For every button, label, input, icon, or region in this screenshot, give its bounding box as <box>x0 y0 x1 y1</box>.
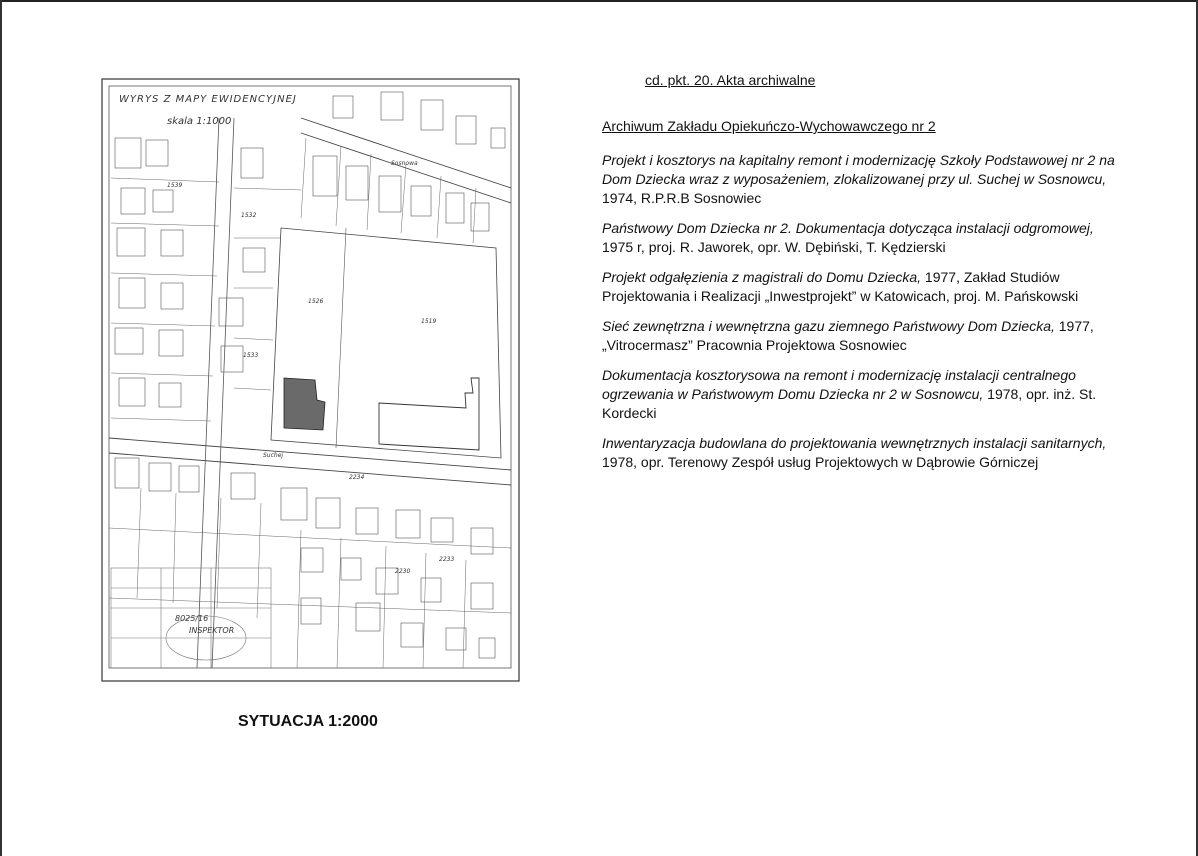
archive-entry <box>602 219 1127 257</box>
cadastral-map <box>101 78 520 682</box>
parcel-label-1539: 1539 <box>167 182 183 189</box>
parcel-label-2230: 2230 <box>395 568 411 575</box>
map-title: WYRYS Z MAPY EWIDENCYJNEJ <box>119 94 297 105</box>
archive-entry <box>602 434 1127 472</box>
archive-entry <box>602 268 1127 306</box>
parcel-label-1533: 1533 <box>243 352 259 359</box>
entry-title: Dokumentacja kosztorysowa na remont i modernizację instalacji centralnego ogrzewania w Państwowym Domu Dziecka nr 2 w Sosnowcu, <box>602 367 1076 402</box>
parcel-label-1532: 1532 <box>241 212 257 219</box>
stamp-number: 8025/16 <box>175 614 209 623</box>
scan-edge-left <box>0 0 2 856</box>
scan-edge-top <box>0 0 1198 2</box>
map-scale: skala 1:1000 <box>167 116 232 127</box>
situation-caption: SYTUACJA 1:2000 <box>238 713 378 730</box>
entry-title: Projekt i kosztorys na kapitalny remont i modernizację Szkoły Podstawowej nr 2 na Dom Dziecka wraz z wyposażeniem, zlokalizowanej przy ul. Suchej w Sosnowcu, <box>602 152 1115 187</box>
cadastral-map-drawing <box>101 78 520 682</box>
entry-details: 1977, Zakład Studiów Projektowania i Realizacji „Inwestprojekt” w Katowicach, proj. M. Pańskowski <box>602 269 1079 304</box>
street-label-sosnowa: Sosnowa <box>391 160 418 167</box>
parcel-label-1519: 1519 <box>421 318 437 325</box>
entry-details: 1978, opr. inż. St. Kordecki <box>602 386 1097 421</box>
entry-details: 1977, „Vitrocermasz” Pracownia Projektowa Sosnowiec <box>602 318 1094 353</box>
stamp-label: INSPEKTOR <box>189 626 235 635</box>
archive-title: Archiwum Zakładu Opiekuńczo-Wychowawczego nr 2 <box>602 118 936 134</box>
archive-entry <box>602 151 1127 208</box>
entry-title: Inwentaryzacja budowlana do projektowania wewnętrznych instalacji sanitarnych, <box>602 435 1107 451</box>
entry-title: Projekt odgałęzienia z magistrali do Domu Dziecka, <box>602 269 922 285</box>
archive-entry <box>602 366 1127 423</box>
entry-details: 1974, R.P.R.B Sosnowiec <box>602 190 762 206</box>
archive-entries <box>602 151 1127 483</box>
entry-details: 1978, opr. Terenowy Zespół usług Projektowych w Dąbrowie Górniczej <box>602 454 1039 470</box>
entry-title: Państwowy Dom Dziecka nr 2. Dokumentacja dotycząca instalacji odgromowej, <box>602 220 1094 236</box>
section-heading: cd. pkt. 20. Akta archiwalne <box>645 72 816 88</box>
parcel-label-2233: 2233 <box>439 556 455 563</box>
parcel-label-2234: 2234 <box>349 474 365 481</box>
parcel-label-1526: 1526 <box>308 298 324 305</box>
street-label-suchej: Suchej <box>263 452 284 459</box>
archive-entry <box>602 317 1127 355</box>
entry-details: 1975 r, proj. R. Jaworek, opr. W. Dębiński, T. Kędzierski <box>602 239 946 255</box>
entry-title: Sieć zewnętrzna i wewnętrzna gazu ziemnego Państwowy Dom Dziecka, <box>602 318 1055 334</box>
